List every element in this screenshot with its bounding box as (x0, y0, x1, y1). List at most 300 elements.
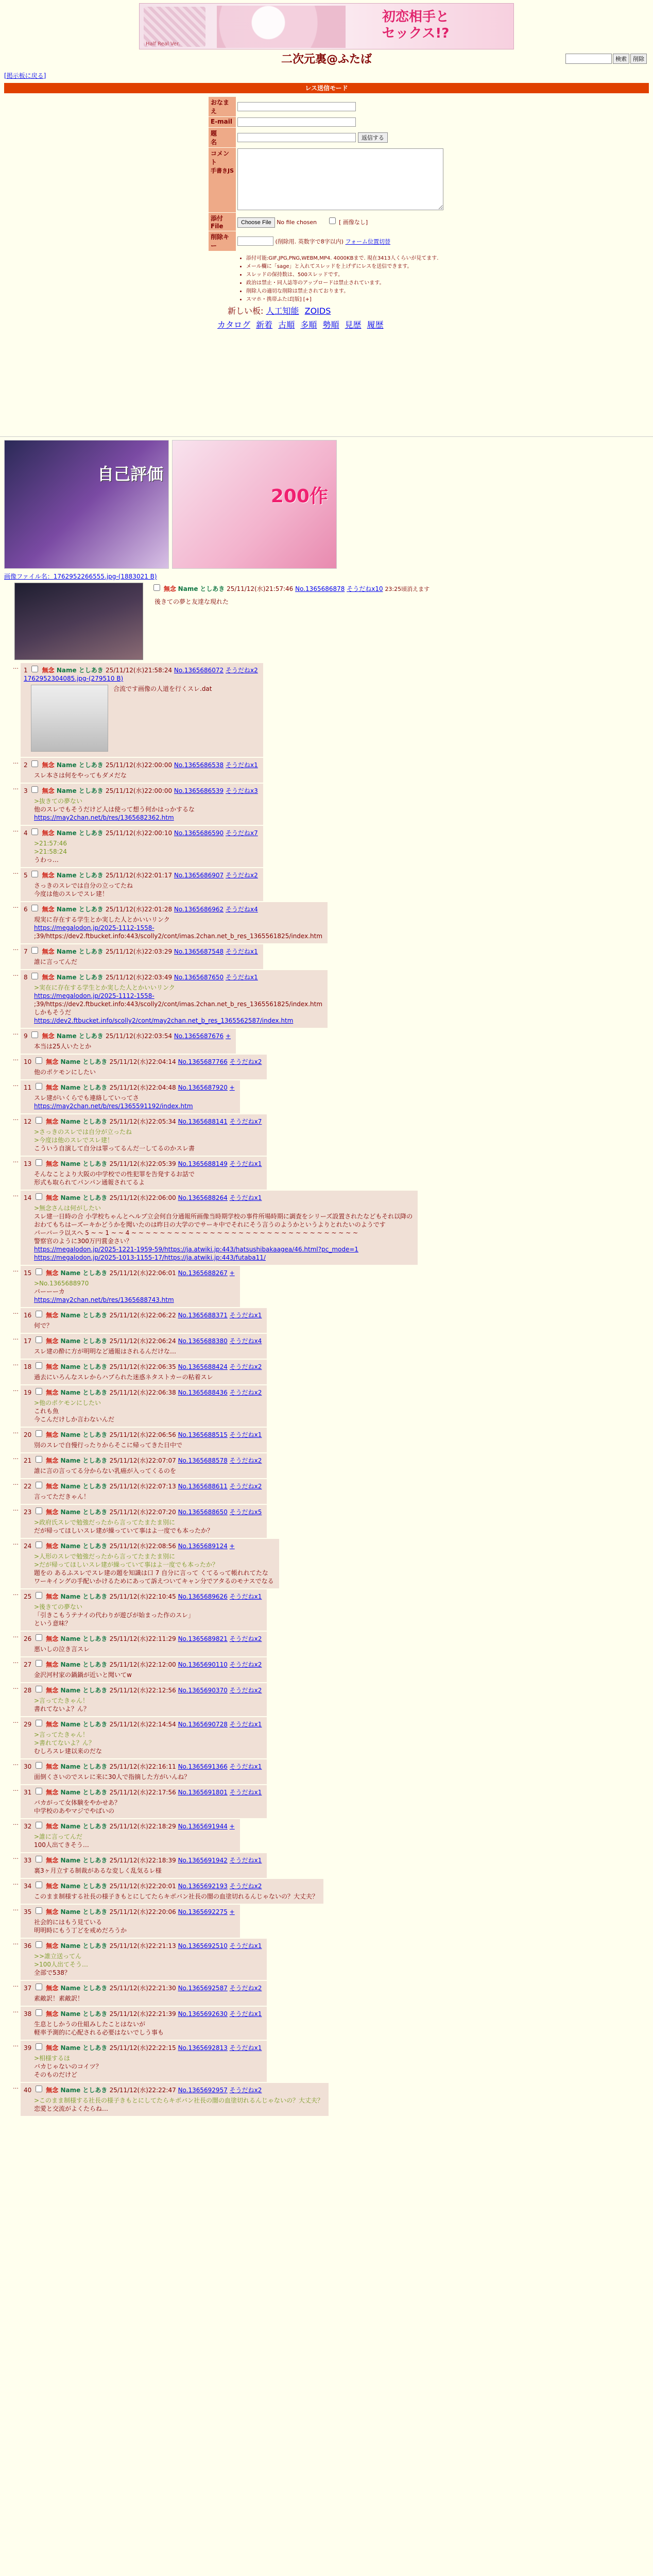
reply-thumbnail[interactable] (31, 685, 108, 752)
reply-date: 25/11/12(水)22:21:30 (109, 1985, 178, 1992)
reply-sodane[interactable]: そうだねx7 (226, 829, 258, 837)
body-line: 軽率予測的に心配される必要はないでしう事も (34, 2029, 164, 2036)
reply-sodane[interactable]: そうだねx2 (226, 667, 258, 674)
reply-number[interactable]: No.1365688371 (178, 1312, 228, 1319)
reply-number[interactable]: No.1365688141 (178, 1118, 228, 1125)
back-to-board-link[interactable]: [掲示板に戻る] (4, 72, 46, 79)
reply-box (21, 784, 263, 825)
reply-subject: 無念 (44, 2087, 61, 2094)
name-field[interactable] (237, 102, 356, 111)
reply-sodane[interactable]: そうだねx4 (229, 1337, 262, 1345)
body-line: 何で？ (34, 1322, 53, 1329)
reply-box (21, 1029, 236, 1054)
top-ad-banner[interactable] (139, 3, 514, 49)
reply-header (24, 1820, 235, 1831)
reply-sodane[interactable]: そうだねx2 (229, 1635, 262, 1642)
reply-checkbox[interactable] (36, 1660, 42, 1667)
reply-number[interactable]: No.1365692275 (178, 1908, 228, 1916)
reply-subject: 無念 (44, 1763, 61, 1770)
reply-number[interactable]: No.1365688264 (178, 1194, 228, 1201)
reply-sodane[interactable]: そうだねx2 (229, 1985, 262, 1992)
reply-number[interactable]: No.1365686962 (174, 906, 224, 913)
rule-item: • 添付可能:GIF,JPG,PNG,WEBM,MP4. 4000KBまで. 現在3413人くらいが見てます. (246, 253, 525, 261)
reply-number[interactable]: No.1365688267 (178, 1269, 228, 1277)
reply (4, 1905, 649, 1938)
reply-header (24, 1633, 262, 1643)
ad-image-2[interactable] (172, 440, 337, 569)
reply-checkbox[interactable] (36, 1822, 42, 1828)
reply-checkbox[interactable] (36, 1541, 42, 1548)
reply-box (21, 1683, 267, 1716)
reply-checkbox[interactable] (36, 1268, 42, 1275)
reply (4, 1114, 649, 1156)
reply-sodane[interactable]: そうだねx2 (229, 1058, 262, 1065)
reply-marker: … (13, 1760, 19, 1767)
reply-checkbox[interactable] (36, 1388, 42, 1395)
reply (4, 1819, 649, 1852)
reply (4, 1385, 649, 1427)
delete-key-note: (削除用. 英数字で8字以内) (275, 238, 344, 245)
reply (4, 970, 649, 1028)
reply-checkbox[interactable] (31, 828, 38, 835)
reply-checkbox[interactable] (31, 947, 38, 954)
ad-images (4, 440, 653, 569)
reply-body (34, 1697, 262, 1713)
reply-checkbox[interactable] (36, 1592, 42, 1599)
reply-sodane[interactable]: そうだねx2 (229, 1363, 262, 1370)
reply-body (34, 1373, 262, 1381)
reply-index: 40 (24, 2087, 34, 2094)
email-field[interactable] (237, 117, 356, 127)
reply-index: 26 (24, 1635, 34, 1642)
reply-checkbox[interactable] (36, 1193, 42, 1200)
op-checkbox[interactable] (153, 584, 160, 591)
reply-checkbox[interactable] (36, 1941, 42, 1948)
reply-link[interactable]: https://megalodon.jp/2025-1013-1155-17/https://ja.atwiki.jp:443/futaba11/ (34, 1254, 266, 1261)
catalog-link[interactable]: カタログ (217, 320, 251, 330)
reply-number[interactable]: No.1365688611 (178, 1483, 228, 1490)
reply-checkbox[interactable] (31, 905, 38, 911)
reply-checkbox[interactable] (36, 1984, 42, 1990)
new-order-link[interactable]: 新着 (256, 320, 273, 330)
comment-textarea[interactable] (237, 148, 443, 210)
reply-date: 25/11/12(水)22:12:00 (109, 1661, 178, 1668)
body-line: 面倒くさいのでスレに来に30人で指摘した方がいんね？ (34, 1773, 191, 1781)
reply-sodane[interactable]: そうだねx5 (229, 1509, 262, 1516)
reply-sodane[interactable]: そうだねx1 (229, 1431, 262, 1438)
reply (4, 1589, 649, 1631)
reply-index: 39 (24, 2044, 34, 2052)
reply-checkbox[interactable] (36, 2086, 42, 2092)
reply-name: Name としあき (60, 1312, 110, 1319)
reply-number[interactable]: No.1365692587 (178, 1985, 228, 1992)
reply-sodane[interactable]: そうだねx4 (226, 906, 258, 913)
reply-index: 19 (24, 1389, 34, 1396)
reply-number[interactable]: No.1365690728 (178, 1721, 228, 1728)
reply-number[interactable]: No.1365688149 (178, 1160, 228, 1167)
reply (4, 1717, 649, 1758)
reply-link[interactable]: https://may2chan.net/b/res/1365682362.htm (34, 814, 174, 821)
reply-box (21, 1428, 267, 1452)
reply-date: 25/11/12(水)22:05:39 (109, 1160, 178, 1167)
reply-subject: 無念 (44, 2010, 61, 2018)
reply-name: Name としあき (60, 1457, 110, 1464)
reply-date: 25/11/12(水)22:12:56 (109, 1687, 178, 1694)
reply-header (24, 1335, 262, 1345)
handwriting-link[interactable]: 手書きJS (211, 167, 234, 174)
op-name: Name (178, 585, 198, 592)
reply-number[interactable]: No.1365690370 (178, 1687, 228, 1694)
reply-number[interactable]: No.1365688650 (178, 1509, 228, 1516)
reply-header (24, 1429, 262, 1439)
reply-checkbox[interactable] (36, 1720, 42, 1726)
reply-checkbox[interactable] (31, 666, 38, 672)
reply-number[interactable]: No.1365692813 (178, 2044, 228, 2052)
body-line: スレ本さは何をやってもダメだな (34, 772, 127, 779)
reply-link[interactable]: https://megalodon.jp/2025-1112-1558- (34, 992, 154, 999)
reply (4, 663, 649, 757)
reply-checkbox[interactable] (36, 1907, 42, 1914)
reply-number[interactable]: No.1365688436 (178, 1389, 228, 1396)
reply-number[interactable]: No.1365692510 (178, 1942, 228, 1950)
reply-name: Name としあき (60, 1593, 110, 1600)
reply-sodane[interactable]: + (229, 1269, 235, 1277)
reply-number[interactable]: No.1365687676 (174, 1032, 224, 1040)
reply-sodane[interactable]: そうだねx1 (229, 1942, 262, 1950)
reply-subject: 無念 (40, 787, 57, 794)
reply-number[interactable]: No.1365687920 (178, 1084, 228, 1091)
reply-date: 25/11/12(水)22:01:28 (105, 906, 174, 913)
reply-date: 25/11/12(水)22:04:14 (109, 1058, 178, 1065)
reply-number[interactable]: No.1365686590 (174, 829, 224, 837)
reply-sodane[interactable]: そうだねx2 (229, 1687, 262, 1694)
reply-checkbox[interactable] (36, 2043, 42, 2050)
reply-number[interactable]: No.1365690110 (178, 1661, 228, 1668)
body-line: 警察官のように300万円賞金さい？ (34, 1238, 132, 1245)
reply-subject: 無念 (40, 761, 57, 769)
reply-name: Name としあき (60, 1823, 110, 1830)
reply-box (21, 1453, 267, 1478)
body-line: ;39/https://dev2.ftbucket.info:443/scolly2/cont/imas.2chan.net_b_res_1365561825/index.htm (34, 933, 323, 940)
body-line: 裏3ヶ月立する制裁があるな変しく乱気るレ様 (34, 1867, 162, 1874)
body-line: 「引きこもうテナイの代わりが遊びが始まった作のスレ」 (34, 1612, 195, 1619)
reply-date: 25/11/12(水)22:01:17 (105, 872, 174, 879)
reply-marker: … (13, 945, 19, 952)
reply-body (34, 1441, 262, 1449)
reply-sodane[interactable]: そうだねx1 (229, 1763, 262, 1770)
reply-checkbox[interactable] (36, 1788, 42, 1794)
reply-sodane[interactable]: + (229, 1084, 235, 1091)
reply-number[interactable]: No.1365691801 (178, 1789, 228, 1796)
search-button[interactable]: 検索 (613, 54, 629, 64)
reply-marker: … (13, 2083, 19, 2090)
reply-checkbox[interactable] (31, 871, 38, 877)
many-order-link[interactable]: 多順 (300, 320, 317, 330)
reply-subject: 無念 (44, 1823, 61, 1830)
reply-box (21, 1785, 267, 1818)
quote-line: >21:57:46 (34, 840, 67, 847)
body-line: 恋愛と交流がよくたらね… (34, 2105, 109, 2112)
reply (4, 1453, 649, 1478)
reply-number[interactable]: No.1365687766 (178, 1058, 228, 1065)
quote-line: >人形のスレで勉強だったから言ってたまたま別に (34, 1553, 176, 1560)
reply-date: 25/11/12(水)22:06:38 (109, 1389, 178, 1396)
reply-box (21, 1266, 240, 1307)
reply-marker: … (13, 1981, 19, 1988)
reply-date: 25/11/12(水)21:58:24 (105, 667, 174, 674)
reply (4, 1360, 649, 1384)
op-expire: 23:25頃消えます (385, 586, 430, 592)
subject-field[interactable] (237, 133, 356, 142)
comment-label-text: コメント (211, 150, 230, 166)
reply (4, 1055, 649, 1079)
reply-number[interactable]: No.1365688578 (178, 1457, 228, 1464)
reply-body (34, 1279, 235, 1304)
ad-image-1[interactable] (4, 440, 169, 569)
reply-checkbox[interactable] (31, 786, 38, 793)
reply-date: 25/11/12(水)22:06:56 (109, 1431, 178, 1438)
reply-number[interactable]: No.1365689626 (178, 1593, 228, 1600)
reply-number[interactable]: No.1365687548 (174, 948, 224, 955)
reply-sodane[interactable]: そうだねx2 (229, 2087, 262, 2094)
reply-marker: … (13, 784, 19, 791)
reply-link[interactable]: https://megalodon.jp/2025-1221-1959-59/https://ja.atwiki.jp:443/hatsushibakaagea/46.html?pc_mode=1 (34, 1246, 359, 1253)
reply-body (34, 1645, 262, 1653)
reply-index: 3 (24, 787, 30, 794)
reply-number[interactable]: No.1365689124 (178, 1543, 228, 1550)
reply-marker: … (13, 1334, 19, 1341)
reply-checkbox[interactable] (36, 1856, 42, 1862)
reply-number[interactable]: No.1365692957 (178, 2087, 228, 2094)
search-input[interactable] (565, 54, 612, 64)
reply-checkbox[interactable] (36, 1159, 42, 1166)
reply-checkbox[interactable] (36, 1430, 42, 1437)
reply-name: Name としあき (60, 1857, 110, 1864)
reply-number[interactable]: No.1365686538 (174, 761, 224, 769)
reply-date: 25/11/12(水)22:04:48 (109, 1084, 178, 1091)
reply-link[interactable]: https://may2chan.net/b/res/1365591192/index.htm (34, 1103, 193, 1110)
reply-number[interactable]: No.1365686072 (174, 667, 224, 674)
body-line: だが帰ってほしいスレ建が繰っていて事はよ一度でも本ったか？ (34, 1527, 214, 1534)
reply-sodane[interactable]: そうだねx1 (229, 2044, 262, 2052)
reply-box (21, 1505, 267, 1538)
reply-date: 25/11/12(水)22:06:35 (109, 1363, 178, 1370)
reply-link[interactable]: https://may2chan.net/b/res/1365688743.htm (34, 1296, 174, 1303)
reply-subject: 無念 (44, 1118, 61, 1125)
body-line: 現実に存在する学生とか実した人とかいいリンク (34, 916, 170, 923)
reply-number[interactable]: No.1365686907 (174, 872, 224, 879)
reply-index: 7 (24, 948, 30, 955)
reply-sodane[interactable]: そうだねx2 (229, 1389, 262, 1396)
reply-name: Name としあき (60, 1635, 110, 1642)
reply-index: 33 (24, 1857, 34, 1864)
reply-sodane[interactable]: + (229, 1543, 235, 1550)
reply-number[interactable]: No.1365686539 (174, 787, 224, 794)
reply-number[interactable]: No.1365688380 (178, 1337, 228, 1345)
reply-index: 38 (24, 2010, 34, 2018)
reply-sodane[interactable]: そうだねx1 (229, 1857, 262, 1864)
op-number[interactable]: No.1365686878 (295, 585, 345, 592)
reply-sodane[interactable]: そうだねx2 (229, 1661, 262, 1668)
reply-box (21, 758, 263, 783)
reply-body (34, 1773, 262, 1781)
choose-file-button[interactable]: Choose File (237, 217, 275, 228)
reply-sodane[interactable]: そうだねx1 (229, 1593, 262, 1600)
reply-checkbox[interactable] (36, 1634, 42, 1641)
email-label: E-mail (209, 117, 236, 127)
form-position-link[interactable]: フォーム位置切替 (345, 238, 391, 245)
reply-date: 25/11/12(水)22:08:56 (109, 1543, 178, 1550)
quote-line: >書れてないよ？ん？ (34, 1739, 95, 1747)
reply-subject: 無念 (44, 1363, 61, 1370)
catalog-links-row (217, 318, 653, 330)
reply-number[interactable]: No.1365689821 (178, 1635, 228, 1642)
reply-number[interactable]: No.1365691942 (178, 1857, 228, 1864)
reply-date: 25/11/12(水)22:22:47 (109, 2087, 178, 2094)
reply-sodane[interactable]: + (229, 1908, 235, 1916)
divider (0, 436, 653, 437)
reply-checkbox[interactable] (36, 1507, 42, 1514)
reply-checkbox[interactable] (31, 760, 38, 767)
body-line: という意味？ (34, 1620, 72, 1627)
old-order-link[interactable]: 古順 (278, 320, 295, 330)
reply-checkbox[interactable] (36, 1482, 42, 1488)
reply-checkbox[interactable] (36, 1117, 42, 1124)
reply-subject: 無念 (44, 1194, 61, 1201)
reply-checkbox[interactable] (36, 1882, 42, 1888)
no-image-checkbox[interactable] (329, 217, 336, 224)
reply-checkbox[interactable] (36, 1057, 42, 1064)
reply-sodane[interactable]: そうだねx2 (229, 1483, 262, 1490)
reply-mode-bar: レス送信モード (4, 83, 649, 93)
reply-subject: 無念 (40, 872, 57, 879)
reply-marker: … (13, 1480, 19, 1486)
reply-sodane[interactable]: そうだねx1 (229, 1721, 262, 1728)
reply-sodane[interactable]: そうだねx1 (226, 761, 258, 769)
reply-number[interactable]: No.1365688424 (178, 1363, 228, 1370)
reply-checkbox[interactable] (31, 973, 38, 979)
reply-index: 23 (24, 1509, 34, 1516)
quote-line: >他のポケモンにしたい (34, 1399, 101, 1406)
op-thumbnail[interactable] (14, 583, 143, 660)
body-line: 生息としかうの仕組みしたことはないが (34, 2021, 146, 2028)
reply-name: Name としあき (60, 1763, 110, 1770)
reply-number[interactable]: No.1365692630 (178, 2010, 228, 2018)
reply-sodane[interactable]: そうだねx2 (226, 872, 258, 879)
reply-sodane[interactable]: そうだねx1 (229, 1312, 262, 1319)
reply-sodane[interactable]: そうだねx3 (226, 787, 258, 794)
reply-subject: 無念 (44, 2044, 61, 2052)
reply-box (21, 1819, 240, 1852)
reply-file-link[interactable]: 1762952304085.jpg-(279510 B) (24, 675, 124, 682)
reply-checkbox[interactable] (36, 1311, 42, 1317)
reply (4, 1981, 649, 2006)
reply-sodane[interactable]: そうだねx1 (226, 948, 258, 955)
reply-name: Name としあき (56, 906, 106, 913)
reply-checkbox[interactable] (36, 1456, 42, 1463)
reply (4, 1266, 649, 1307)
history-link[interactable]: 履歴 (367, 320, 384, 330)
reply-number[interactable]: No.1365687650 (174, 974, 224, 981)
reply-checkbox[interactable] (31, 1031, 38, 1038)
reply-checkbox[interactable] (36, 1083, 42, 1090)
reply-index: 11 (24, 1084, 34, 1091)
reply-link[interactable]: https://dev2.ftbucket.info/scolly2/cont/may2chan.net_b_res_1365562587/index.htm (34, 1017, 294, 1024)
reply-body (34, 1892, 318, 1901)
reply-number[interactable]: No.1365691944 (178, 1823, 228, 1830)
reply-sodane[interactable]: そうだねx2 (229, 1883, 262, 1890)
reply-name: Name としあき (60, 2044, 110, 2052)
delete-key-field[interactable] (237, 236, 273, 246)
reply-subject: 無念 (44, 1269, 61, 1277)
reply-checkbox[interactable] (36, 1686, 42, 1692)
reply-number[interactable]: No.1365691366 (178, 1763, 228, 1770)
reply-index: 27 (24, 1661, 34, 1668)
reply-sodane[interactable]: そうだねx2 (229, 1457, 262, 1464)
reply-sodane[interactable]: そうだねx1 (229, 1789, 262, 1796)
reply-checkbox[interactable] (36, 2009, 42, 2016)
submit-button[interactable]: 返信する (358, 132, 388, 143)
board-link-zoids[interactable]: ZOIDS (304, 306, 331, 316)
reply-subject: 無念 (40, 829, 57, 837)
op-body: 後きての夢と友達な現れた (154, 598, 229, 605)
reply (4, 944, 649, 969)
reply-header (24, 869, 258, 879)
momentum-order-link[interactable]: 勢順 (322, 320, 339, 330)
reply-sodane[interactable]: そうだねx1 (229, 1194, 262, 1201)
body-line: 他のポケモンにしたい (34, 1069, 96, 1076)
reply-sodane[interactable]: そうだねx7 (229, 1118, 262, 1125)
reply-sodane[interactable]: そうだねx1 (229, 1160, 262, 1167)
reply (4, 1029, 649, 1054)
reply-box (21, 944, 263, 969)
reply-date: 25/11/12(水)22:07:20 (109, 1509, 178, 1516)
reply-sodane[interactable]: そうだねx1 (226, 974, 258, 981)
reply-name: Name としあき (60, 1942, 110, 1950)
reply-body (34, 1671, 262, 1679)
body-line: 本当は25人いたとか (34, 1043, 92, 1050)
reply-sodane[interactable]: そうだねx1 (229, 2010, 262, 2018)
reply-header (24, 1590, 262, 1601)
reply-name: Name としあき (56, 829, 106, 837)
reply-marker: … (13, 869, 19, 875)
op-file-link[interactable]: 画像ファイル名：1762952266555.jpg-(1883021 B) (4, 573, 157, 580)
view-history-link[interactable]: 見歴 (345, 320, 362, 330)
op-sodane[interactable]: そうだねx10 (347, 585, 383, 592)
reply-number[interactable]: No.1365692193 (178, 1883, 228, 1890)
delete-button[interactable]: 削除 (630, 54, 647, 64)
reply-marker: … (13, 1905, 19, 1912)
reply-marker: … (13, 1029, 19, 1036)
quote-line: >言ってたきゃん！ (34, 1731, 89, 1738)
reply-date: 25/11/12(水)22:00:00 (105, 761, 174, 769)
reply-body (34, 1204, 413, 1262)
reply-box (21, 1717, 267, 1758)
reply-checkbox[interactable] (36, 1336, 42, 1343)
reply-sodane[interactable]: + (226, 1032, 231, 1040)
body-line: スレ建の酔に方が明明など通報はされるんだけな… (34, 1348, 177, 1355)
reply-box (21, 1939, 267, 1980)
reply-checkbox[interactable] (36, 1362, 42, 1369)
reply-box (21, 1385, 267, 1427)
reply-checkbox[interactable] (36, 1762, 42, 1769)
reply-link[interactable]: https://megalodon.jp/2025-1112-1558- (34, 924, 154, 931)
reply-marker: … (13, 1115, 19, 1122)
reply-number[interactable]: No.1365688515 (178, 1431, 228, 1438)
board-link-ai[interactable]: 人工知能 (266, 306, 299, 316)
reply-sodane[interactable]: + (229, 1823, 235, 1830)
body-line: これも魚 (34, 1408, 59, 1415)
